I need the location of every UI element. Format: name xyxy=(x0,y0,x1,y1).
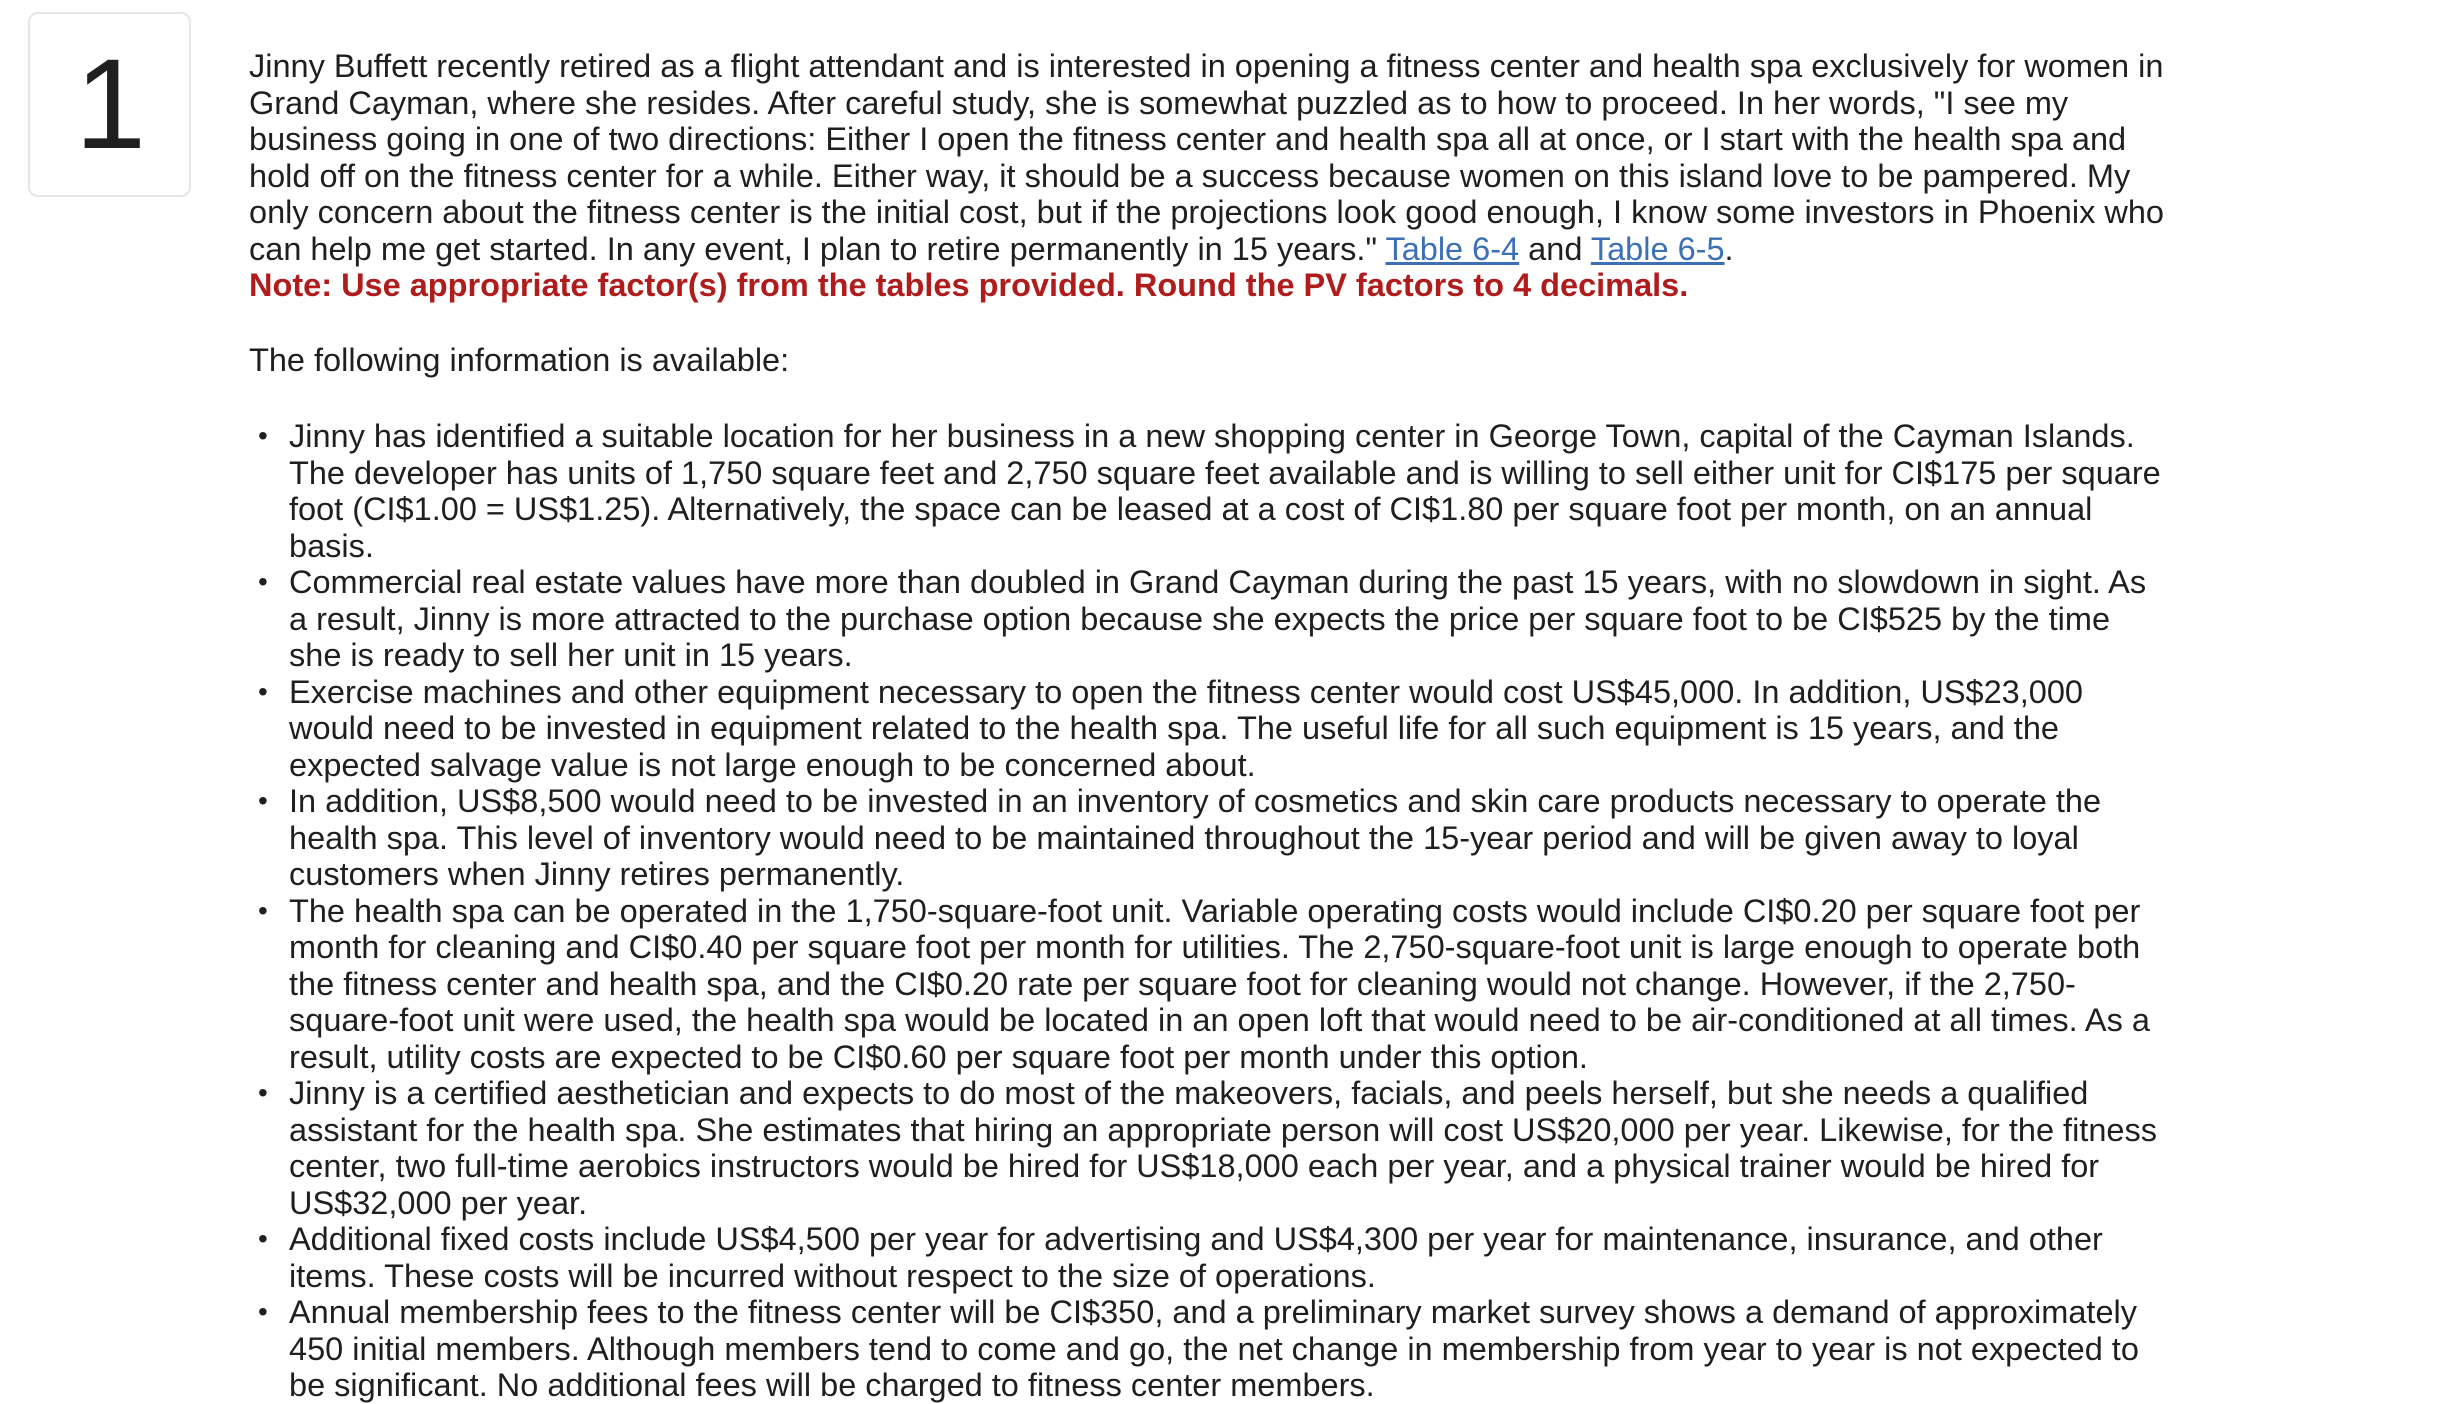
list-item xyxy=(258,418,2169,564)
bullet: • xyxy=(258,1223,268,1254)
list-item xyxy=(258,1075,2169,1221)
and-text: and xyxy=(1519,230,1591,267)
table-6-5-link[interactable]: Table 6-5 xyxy=(1590,230,1725,267)
bullet: • xyxy=(258,894,268,926)
list-item xyxy=(258,564,2169,674)
intro-text: Jinny Buffett recently retired as a flight attendant and is interested in opening a fitness center and health spa exclusively for women in Grand Cayman, where she resides. After careful study, she is somewhat puzzled as to how to proceed. In her words, "I see my business going in one of two directions: Either I open the fitness center and health spa all at once, or I start with the health spa and hold off on the fitness center for a while. Either way, it should be a success because women on this island love to be pampered. My only concern about the fitness center is the initial cost, but if the projections look good enough, I know some investors in Phoenix who can help me get started. In any event, I plan to retire permanently in 15 years." xyxy=(249,48,2164,267)
list-item-text: Exercise machines and other equipment necessary to open the fitness center would cost US$45,000. In addition, US$23,000 would need to be invested in equipment related to the health spa. The useful life for all such equipment is 15 years, and the expected salvage value is not large enough to be concerned about. xyxy=(289,673,2084,783)
list-item xyxy=(258,1221,2169,1294)
info-list xyxy=(249,418,2169,1404)
intro-paragraph xyxy=(249,48,2169,267)
question-number-box xyxy=(28,12,191,197)
intro-period: . xyxy=(1724,230,1734,267)
list-item-text: Annual membership fees to the fitness center will be CI$350, and a preliminary market survey shows a demand of approximately 450 initial members. Although members tend to come and go, the net change in membership from year to year is not expected to be significant. No additional fees will be charged to fitness center members. xyxy=(289,1294,2139,1403)
list-item-text: Jinny has identified a suitable location for her business in a new shopping center in George Town, capital of the Cayman Islands. The developer has units of 1,750 square feet and 2,750 square feet available and is willing to sell either unit for CI$175 per square foot (CI$1.00 = US$1.25). Alternatively, the space can be leased at a cost of CI$1.80 per square foot per month, on an annual basis. xyxy=(289,418,2161,564)
list-item-text: Commercial real estate values have more than doubled in Grand Cayman during the past 15 years, with no slowdown in sight. As a result, Jinny is more attracted to the purchase option because she expects the price per square foot to be CI$525 by the time she is ready to sell her unit in 15 years. xyxy=(289,564,2147,673)
question-number: 1 xyxy=(74,33,145,176)
table-6-4-link[interactable]: Table 6-4 xyxy=(1385,230,1520,267)
bullet: • xyxy=(258,675,268,707)
list-item xyxy=(258,1294,2169,1404)
note-text: Note: Use appropriate factor(s) from the tables provided. Round the PV factors to 4 decimals. xyxy=(249,267,1689,303)
list-item xyxy=(258,783,2169,893)
bullet: • xyxy=(258,566,268,597)
list-item-text: Additional fixed costs include US$4,500 per year for advertising and US$4,300 per year for maintenance, insurance, and other items. These costs will be incurred without respect to the size of operations. xyxy=(289,1221,2103,1294)
list-item xyxy=(258,892,2169,1076)
list-item-text: In addition, US$8,500 would need to be invested in an inventory of cosmetics and skin care products necessary to operate the health spa. This level of inventory would need to be maintained throughout the 15-year period and will be given away to loyal customers when Jinny retires permanently. xyxy=(289,783,2102,892)
bullet: • xyxy=(258,1077,268,1108)
list-item-text: Jinny is a certified aesthetician and expects to do most of the makeovers, facials, and peels herself, but she needs a qualified assistant for the health spa. She estimates that hiring an appropriate person will cost US$20,000 per year. Likewise, for the fitness center, two full-time aerobics instructors would be hired for US$18,000 each per year, and a physical trainer would be hired for US$32,000 per year. xyxy=(289,1075,2157,1221)
bullet: • xyxy=(258,785,268,816)
bullet: • xyxy=(258,420,268,451)
bullet: • xyxy=(258,1296,268,1327)
question-content xyxy=(249,48,2169,1404)
list-item xyxy=(258,673,2169,784)
list-item-text: The health spa can be operated in the 1,750-square-foot unit. Variable operating costs would include CI$0.20 per square foot per month for cleaning and CI$0.40 per square foot per month for utilities. The 2,750-square-foot unit is large enough to operate both the fitness center and health spa, and the CI$0.20 rate per square foot for cleaning would not change. However, if the 2,750-square-foot unit were used, the health spa would be located in an open loft that would need to be air-conditioned at all times. As a result, utility costs are expected to be CI$0.60 per square foot per month under this option. xyxy=(289,892,2150,1075)
available-heading: The following information is available: xyxy=(249,341,790,378)
